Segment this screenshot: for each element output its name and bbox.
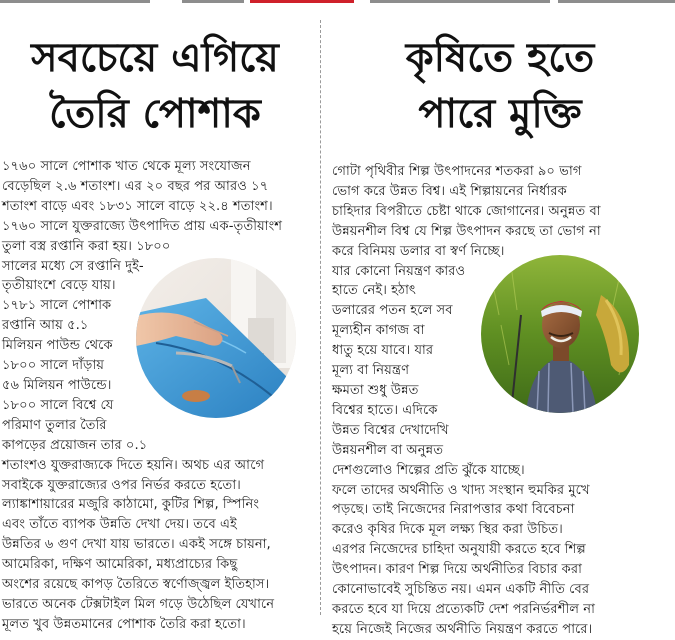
body-text-line: ৫৬ মিলিয়ন পাউন্ডে। [2,377,112,393]
body-text-line: গোটা পৃথিবীর শিল্প উৎপাদনের শতকরা ৯০ ভাগ [332,164,582,179]
body-text-line: কাপড়ের প্রয়োজন তার ০.১ [2,437,148,453]
body-text-line: রপ্তানি আয় ৫.১ [2,318,89,334]
body-text-line: করে বিনিময় ডলার বা স্বর্ণ নিচ্ছে। [332,243,505,259]
body-text-line: শতাংশ বাড়ে এবং ১৮৩১ সালে বাড়ে ২২.৪ শতাংশ। [2,198,273,214]
body-text-line: মূল্য বা নিয়ন্ত্রণ [332,363,410,379]
body-text-line: চাহিদার বিপরীতে চেষ্টা থাকে জোগানের। অনুন্নত বা [332,203,601,219]
body-text-line: মূল্যহীন কাগজ বা [332,323,425,339]
body-text-line: হাতে নেই। হঠাৎ [332,283,416,299]
body-text-line: উন্নয়নশীল বা অনুন্নত [332,442,444,458]
body-text-line: পরিমাণ তুলার তৈরি [2,417,107,433]
body-text-line: এরপর নিজেদের চাহিদা অনুযায়ী করতে হবে শিল্প [332,542,586,558]
body-text-line: বিশ্বের হাতে। এদিকে [332,402,438,418]
body-text-line: করতে হবে যা দিয়ে প্রত্যেকটি দেশ পরনির্ভরশীল না [332,601,595,617]
body-text-line: যার কোনো নিয়ন্ত্রণ কারও [332,263,466,279]
sewing-machine-photo [136,258,296,418]
headline-line: কৃষিতে হতে [405,35,595,81]
body-text-line: বেড়েছিল ২.৬ শতাংশ। এর ২০ বছর পর আরও ১৭ [2,178,269,194]
body-text-line: হয়ে নিজেই নিজের অর্থনীতি নিয়ন্ত্রণ করতে পারে। [332,621,593,637]
garments-headline [0,30,310,142]
body-text-line: মিলিয়ন পাউন্ড থেকে [2,338,113,354]
body-text-line: ধাতু হয়ে যাবে। যার [332,343,434,359]
farmer-photo [481,255,639,413]
body-text-line: ১৭৬০ সালে যুক্তরাজ্যে উৎপাদিত প্রায় এক-তৃতীয়াংশ [2,218,283,234]
body-text-line: ১৮০০ সালে বিশ্বে যে [2,397,114,413]
body-text-line: ফলে তাদের অর্থনীতি ও খাদ্য সংস্থান হুমকির মুখে [332,482,590,498]
headline-line: তৈরি পোশাক [49,91,261,137]
header-rule [370,0,550,3]
headline-line: সবচেয়ে এগিয়ে [31,35,279,81]
body-text-line: ১৮০০ সালে দাঁড়ায় [2,358,105,374]
body-text-line: দেশগুলোও শিল্পের প্রতি ঝুঁকে যাচ্ছে। [332,462,525,478]
header-rule [182,0,244,3]
body-text-line: সবাইকে যুক্তরাজ্যের ওপর নির্ভর করতে হতো। [2,477,241,493]
body-text-line: ল্যাঙ্কাশায়ারের মজুরি কাঠামো, কুটির শিল্প, স্পিনিং [2,497,260,513]
body-text-line: কোনোভাবেই সুচিন্তিত নয়। এমন একটি নীতি বের [332,582,590,598]
body-text-line: উন্নতির ৬ গুণ দেখা যায় ভারতে। একই সঙ্গে চায়না, [2,537,271,553]
body-text-line: ভারতে অনেক টেক্সটাইল মিল গড়ে উঠেছিল যেখানে [2,596,275,612]
body-text-line: ১৭৮১ সালে পোশাক [2,298,112,314]
headline-line: পারে মুক্তি [418,91,582,137]
body-text-line: আমেরিকা, দক্ষিণ আমেরিকা, মধ্যপ্রাচ্যের কিছু [2,557,238,573]
body-text-line: তুলা বস্ত্র রপ্তানি করা হয়। ১৮০০ [2,238,171,254]
body-text-line: শতাংশও যুক্তরাজ্যকে দিতে হয়নি। অথচ এর আগে [2,457,265,473]
body-text-line: এবং তাঁতে ব্যাপক উন্নতি দেখা দেয়। তবে এই [2,517,237,533]
body-text-line: ভোগ করে উন্নত বিশ্ব। এই শিল্পায়নের নির্ধারক [332,183,567,199]
header-accent-rule [250,0,354,3]
agriculture-article-body [332,162,668,640]
body-text-line: উৎপাদন। কারণ শিল্প দিয়ে অর্থনীতির বিচার করা [332,562,582,578]
body-text-line: ক্ষমতা শুধু উন্নত [332,382,419,398]
body-text-line: তৃতীয়াংশে বেড়ে যায়। [2,278,116,294]
body-text-line: উন্নয়নশীল বিশ্ব যে শিল্প উৎপাদন করছে তা ভোগ না [332,223,601,239]
agriculture-headline [332,30,668,142]
header-rule [0,0,150,3]
body-text-line: ডলারের পতন হলে সব [332,303,453,319]
body-text-line: ১৭৬০ সালে পোশাক খাত থেকে মূল্য সংযোজন [2,159,251,174]
column-divider [320,20,321,615]
header-rule [558,0,675,3]
body-text-line: সালের মধ্যে সে রপ্তানি দুই- [2,258,144,274]
body-text-line: উন্নত বিশ্বের দেখাদেখি [332,422,449,438]
body-text-line: অংশের রয়েছে কাপড় তৈরিতে স্বর্ণোজ্জ্বল ইতিহাস। [2,577,270,593]
body-text-line: পড়ছে। তাই নিজেদের নিরাপত্তার কথা বিবেচনা [332,502,575,518]
body-text-line: করেও কৃষির দিকে মূল লক্ষ্য স্থির করা উচিত। [332,522,563,538]
body-text-line: মূলত খুব উন্নতমানের পোশাক তৈরি করা হতো। [2,616,246,632]
